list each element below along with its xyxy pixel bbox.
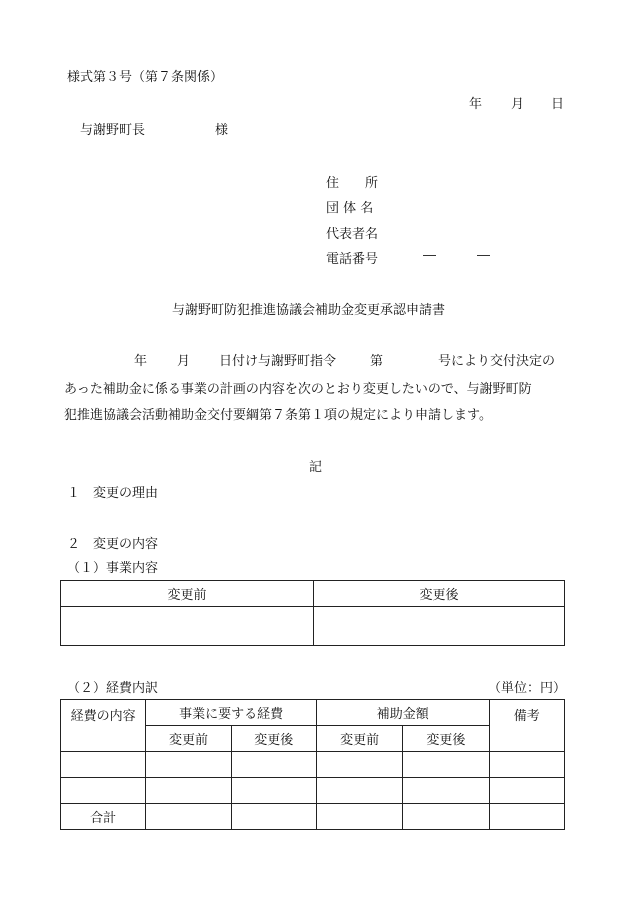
- header-before: 変更前: [61, 581, 314, 607]
- phone-dash-1: ―: [423, 248, 436, 263]
- table-row: [61, 752, 565, 778]
- section-1-reason: １ 変更の理由: [67, 486, 159, 501]
- cell[interactable]: [403, 752, 489, 778]
- cell[interactable]: [316, 778, 402, 804]
- sub-2-label: （２）経費内訳: [67, 681, 159, 696]
- phone-label: 電話番号: [326, 252, 379, 267]
- cell-after[interactable]: [314, 607, 565, 646]
- unit-label: （単位：円）: [488, 681, 567, 696]
- addressee-name: 与謝野町長: [80, 123, 146, 138]
- cell[interactable]: [403, 804, 489, 830]
- document-title: 与謝野町防犯推進協議会補助金変更承認申請書: [172, 303, 446, 318]
- cell[interactable]: [403, 778, 489, 804]
- header-cost-after: 変更後: [231, 726, 316, 752]
- section-2-content: ２ 変更の内容: [67, 537, 159, 552]
- business-content-table: [60, 580, 565, 646]
- address-label: 住 所: [326, 176, 379, 191]
- body-dai: 第: [370, 354, 384, 369]
- cell[interactable]: [146, 752, 231, 778]
- representative-label: 代表者名: [326, 227, 379, 242]
- date-month: 月: [511, 97, 525, 112]
- header-after: 変更後: [314, 581, 565, 607]
- body-date-directive: 日付け与謝野町指令: [219, 354, 337, 369]
- table-row: [61, 778, 565, 804]
- cell[interactable]: [146, 778, 231, 804]
- body-line-3: 犯推進協議会活動補助金交付要綱第７条第１項の規定により申請します。: [64, 408, 492, 423]
- cell[interactable]: [489, 778, 564, 804]
- phone-dash-2: ―: [477, 248, 490, 263]
- cell[interactable]: [231, 778, 316, 804]
- addressee-honorific: 様: [215, 123, 229, 138]
- header-note: 備考: [489, 700, 564, 752]
- cell[interactable]: [489, 804, 564, 830]
- date-year: 年: [469, 97, 483, 112]
- header-subsidy: 補助金額: [316, 700, 489, 726]
- expense-table: [60, 699, 565, 830]
- group-name-label: 団 体 名: [326, 201, 374, 216]
- cell[interactable]: [146, 804, 231, 830]
- form-number: 様式第３号（第７条関係）: [67, 70, 224, 85]
- header-subsidy-after: 変更後: [403, 726, 489, 752]
- header-item: 経費の内容: [61, 700, 146, 752]
- header-cost-before: 変更前: [146, 726, 231, 752]
- cell[interactable]: [231, 752, 316, 778]
- body-month: 月: [177, 354, 191, 369]
- ki-heading: 記: [309, 460, 323, 475]
- cell[interactable]: [231, 804, 316, 830]
- total-label: 合計: [61, 804, 146, 830]
- header-cost: 事業に要する経費: [146, 700, 317, 726]
- sub-1-label: （１）事業内容: [67, 561, 159, 576]
- cell[interactable]: [316, 752, 402, 778]
- cell[interactable]: [316, 804, 402, 830]
- header-subsidy-before: 変更前: [316, 726, 402, 752]
- cell[interactable]: [61, 752, 146, 778]
- body-line1-rest: 号により交付決定の: [438, 354, 556, 369]
- body-year: 年: [134, 354, 148, 369]
- cell[interactable]: [489, 752, 564, 778]
- date-day: 日: [551, 97, 565, 112]
- total-row: [61, 804, 565, 830]
- cell[interactable]: [61, 778, 146, 804]
- body-line-2: あった補助金に係る事業の計画の内容を次のとおり変更したいので、与謝野町防: [64, 382, 532, 397]
- cell-before[interactable]: [61, 607, 314, 646]
